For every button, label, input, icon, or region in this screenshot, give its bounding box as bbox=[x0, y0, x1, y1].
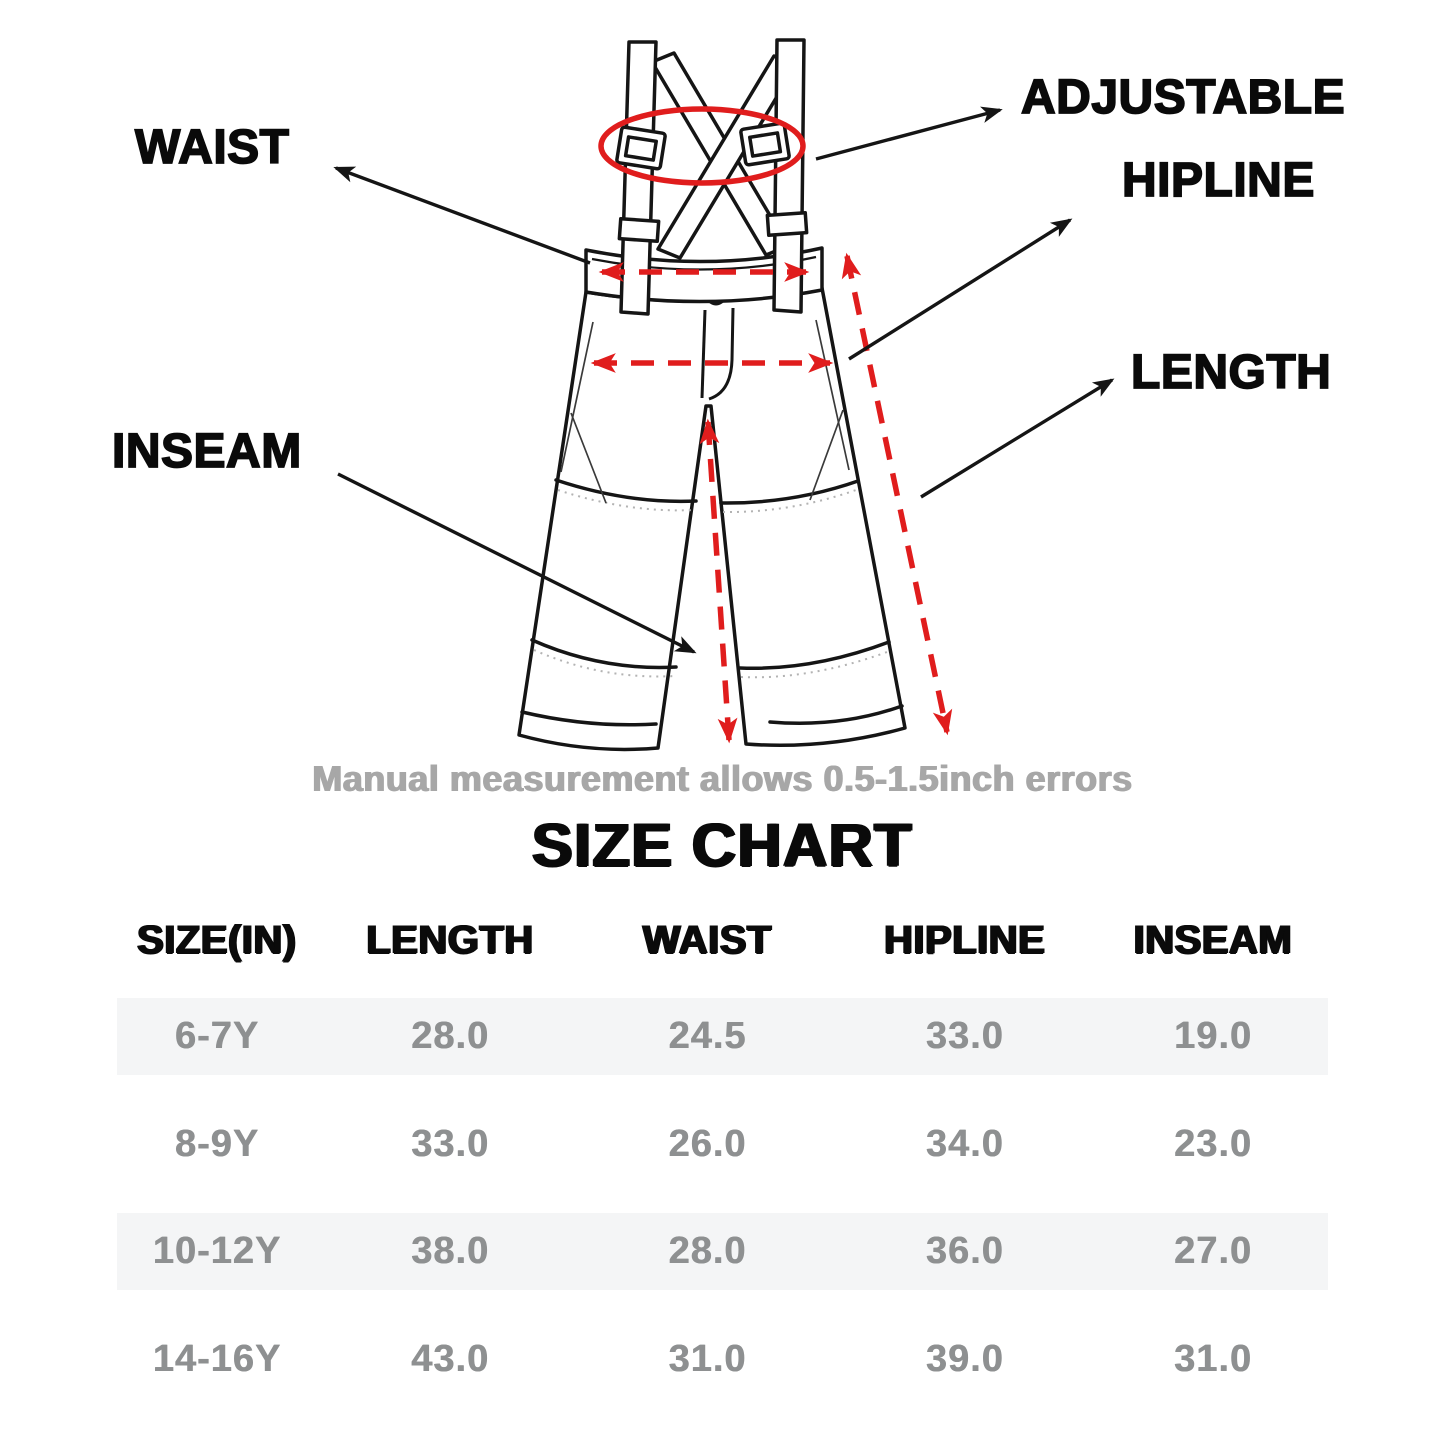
column-header-length: LENGTH bbox=[366, 917, 534, 962]
column-header-inseam: INSEAM bbox=[1133, 917, 1293, 962]
waist-cell: 28.0 bbox=[668, 1230, 747, 1272]
table-row bbox=[117, 1321, 1328, 1398]
length-cell: 28.0 bbox=[411, 1015, 489, 1057]
hipline-pointer-arrow bbox=[849, 220, 1070, 359]
size-chart-table bbox=[117, 998, 1328, 1428]
left-buckle bbox=[616, 127, 665, 169]
size-chart-title: SIZE CHART bbox=[532, 811, 913, 879]
measurement-note: Manual measurement allows 0.5-1.5inch errors bbox=[312, 758, 1133, 799]
length-pointer-arrow bbox=[921, 380, 1112, 497]
inseam-cell: 19.0 bbox=[1173, 1015, 1252, 1057]
length-label: LENGTH bbox=[1131, 346, 1332, 399]
column-header-hipline: HIPLINE bbox=[884, 917, 1046, 962]
size-cell: 8-9Y bbox=[174, 1122, 260, 1165]
length-cell: 43.0 bbox=[411, 1337, 489, 1380]
hipline-cell: 34.0 bbox=[925, 1122, 1004, 1165]
waist-cell: 24.5 bbox=[668, 1015, 747, 1057]
adjustable-pointer-arrow bbox=[816, 110, 1000, 159]
length-cell: 33.0 bbox=[411, 1122, 489, 1165]
waist-pointer-arrow bbox=[336, 168, 590, 263]
waist-label: WAIST bbox=[135, 121, 290, 174]
inseam-cell: 31.0 bbox=[1173, 1337, 1252, 1380]
table-row bbox=[117, 998, 1328, 1075]
inseam-label: INSEAM bbox=[112, 425, 302, 478]
waist-cell: 26.0 bbox=[668, 1122, 747, 1165]
right-buckle bbox=[740, 123, 789, 165]
table-row bbox=[117, 1213, 1328, 1290]
waist-cell: 31.0 bbox=[668, 1337, 747, 1380]
column-header-size: SIZE(IN) bbox=[137, 917, 297, 962]
adjustable-label: ADJUSTABLE bbox=[1021, 71, 1346, 124]
table-row bbox=[117, 1106, 1328, 1183]
size-cell: 10-12Y bbox=[152, 1230, 282, 1272]
hipline-cell: 39.0 bbox=[925, 1337, 1004, 1380]
size-cell: 6-7Y bbox=[174, 1015, 260, 1057]
size-chart-header-row bbox=[117, 914, 1328, 966]
size-cell: 14-16Y bbox=[152, 1337, 282, 1380]
hipline-label: HIPLINE bbox=[1122, 154, 1315, 207]
inseam-cell: 27.0 bbox=[1173, 1230, 1252, 1272]
inseam-cell: 23.0 bbox=[1173, 1122, 1252, 1165]
length-cell: 38.0 bbox=[411, 1230, 489, 1272]
right-strap-keeper bbox=[767, 213, 806, 236]
column-header-waist: WAIST bbox=[642, 917, 772, 962]
hipline-cell: 36.0 bbox=[925, 1230, 1004, 1272]
left-strap-keeper bbox=[619, 219, 658, 242]
hipline-cell: 33.0 bbox=[925, 1015, 1004, 1057]
